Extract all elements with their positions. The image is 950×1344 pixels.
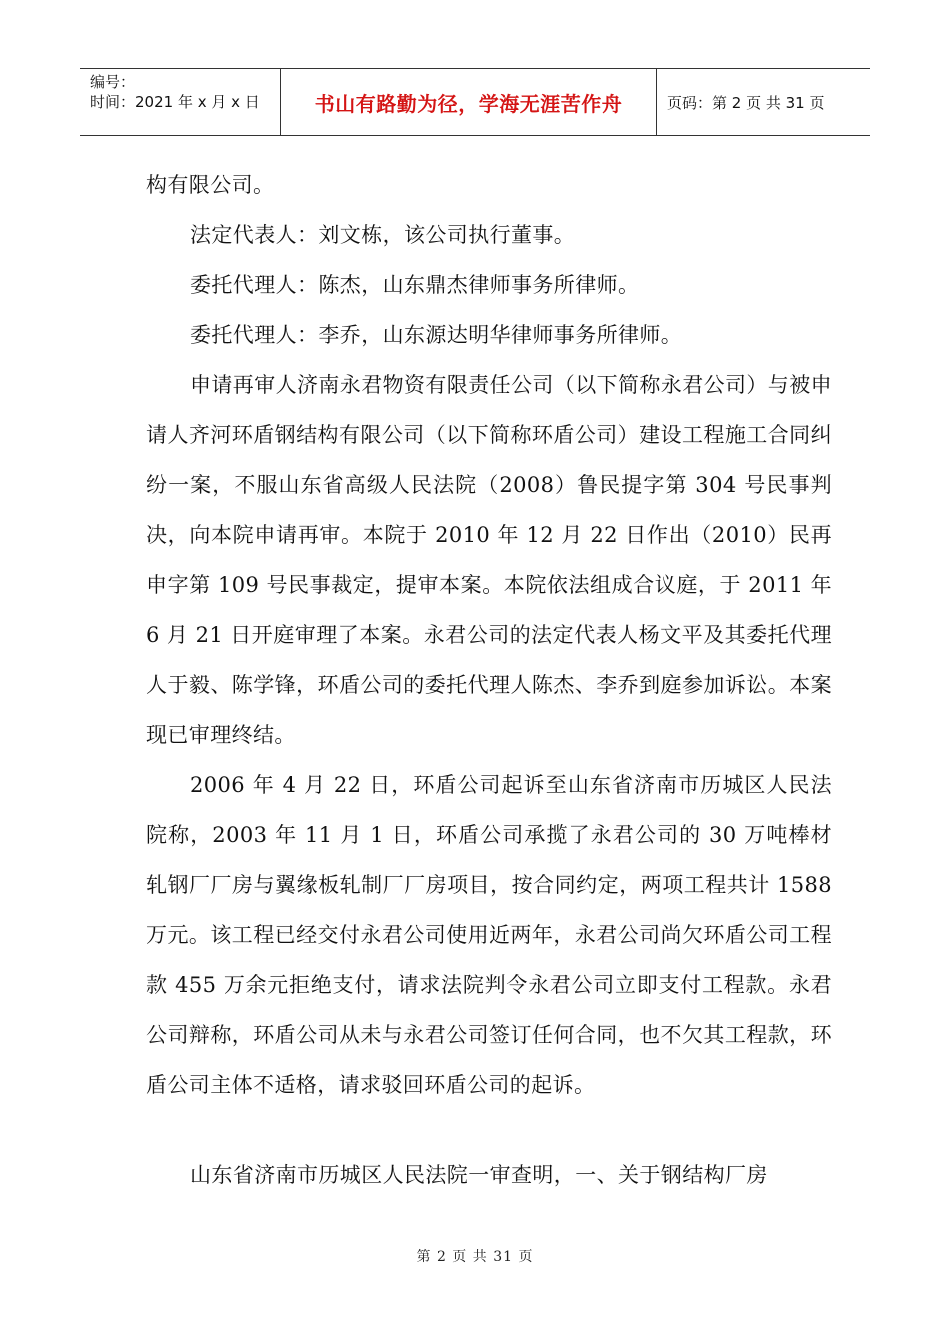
paragraph-agent-1: 委托代理人：陈杰，山东鼎杰律师事务所律师。 xyxy=(190,273,640,297)
header-motto: 书山有路勤为径，学海无涯苦作舟 xyxy=(281,69,657,135)
paragraph-agent-2: 委托代理人：李乔，山东源达明华律师事务所律师。 xyxy=(190,323,683,347)
page-header xyxy=(80,68,870,136)
header-page-info: 页码：第 2 页 共 31 页 xyxy=(667,93,825,112)
header-meta xyxy=(80,69,281,135)
paragraph-continuation: 构有限公司。 xyxy=(146,173,275,197)
page-footer: 第 2 页 共 31 页 xyxy=(416,1249,534,1265)
paragraph-legal-representative: 法定代表人：刘文栋，该公司执行董事。 xyxy=(190,223,576,247)
paragraph-case-summary: 申请再审人济南永君物资有限责任公司（以下简称永君公司）与被申请人齐河环盾钢结构有限公司（以下简称环盾公司）建设工程施工合同纠纷一案，不服山东省高级人民法院（2008）鲁民提字第 304 号民事判决，向本院申请再审。本院于 2010 年 12 月 22 日作出（2010）民再申字第 109 号民事裁定，提审本案。本院依法组成合议庭，于 2011 年 6 月 21 日开庭审理了本案。永君公司的法定代表人杨文平及其委托代理人于毅、陈学锋，环盾公司的委托代理人陈杰、李乔到庭参加诉讼。本案现已审理终结。 xyxy=(146,373,832,747)
number-label: 编号： xyxy=(90,73,136,91)
document-body xyxy=(146,160,832,1200)
paragraph-gap xyxy=(146,1110,832,1150)
time-label: 时间：2021 年 x 月 x 日 xyxy=(90,93,260,111)
paragraph-findings: 山东省济南市历城区人民法院一审查明，一、关于钢结构厂房 xyxy=(190,1163,768,1187)
paragraph-claim: 2006 年 4 月 22 日，环盾公司起诉至山东省济南市历城区人民法院称，2003 年 11 月 1 日，环盾公司承揽了永君公司的 30 万吨棒材轧钢厂厂房与翼缘板轧制厂厂房项目，按合同约定，两项工程共计 1588 万元。该工程已经交付永君公司使用近两年，永君公司尚欠环盾公司工程款 455 万余元拒绝支付，请求法院判令永君公司立即支付工程款。永君公司辩称，环盾公司从未与永君公司签订任何合同，也不欠其工程款，环盾公司主体不适格，请求驳回环盾公司的起诉。 xyxy=(146,773,832,1097)
